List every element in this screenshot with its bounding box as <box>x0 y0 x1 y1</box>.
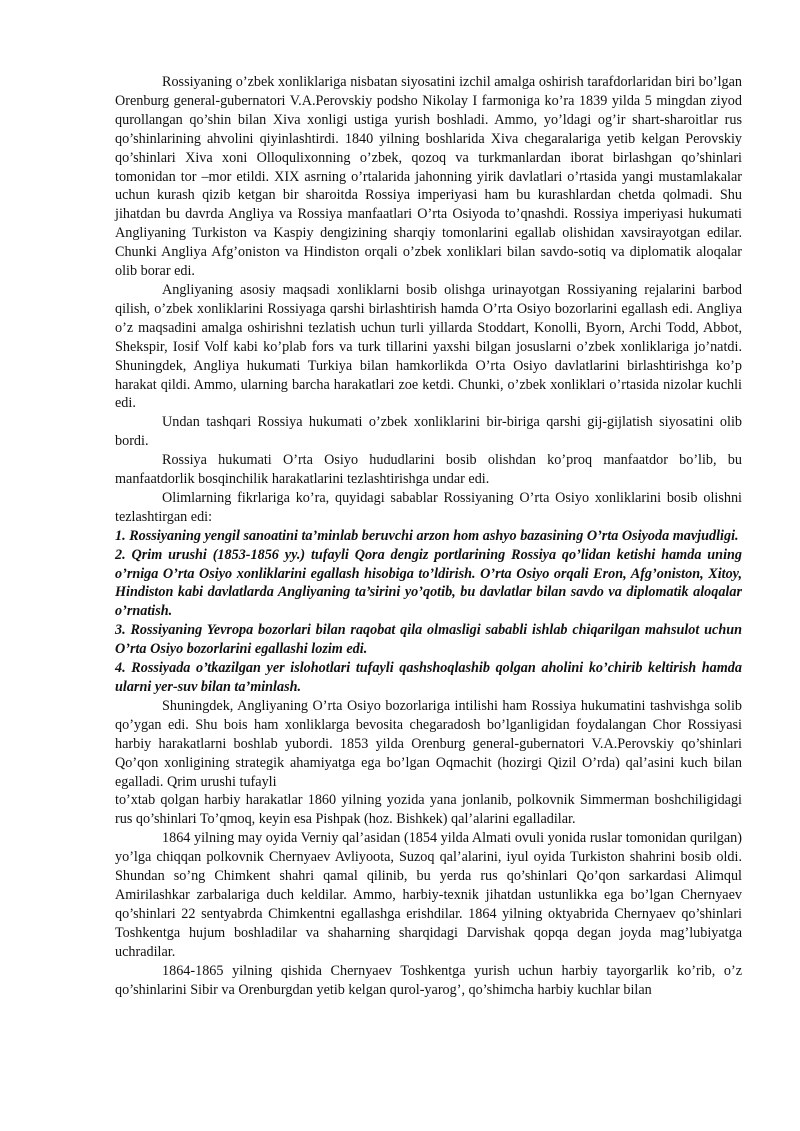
paragraph-military-start: Shuningdek, Angliyaning O’rta Osiyo bozorlariga intilishi ham Rossiya hukumatini tashvishga solib qo’ygan edi. Shu bois ham xonliklarga bevosita chegaradosh bo’lganligidan foydalangan Chor Rossiyasi harbiy harakatlarni boshlab yubordi. 1853 yilda Orenburg general-gubernatori V.A.Perovskiy qo’shinlari Qo’qon xonligining strategik ahamiyatga ega bo’lgan Oqmachit (hozirgi Qizil O’rda) qal’asini kuch bilan egalladi. Qrim urushi tufayli <box>115 697 742 790</box>
paragraph-chernyaev-1864: 1864 yilning may oyida Verniy qal’asidan (1854 yilda Almati ovuli yonida ruslar tomonidan qurilgan) yo’lga chiqqan polkovnik Chernyaev Avliyoota, Suzoq qal’alarini, iyul oyida Turkiston shahrini bosib oldi. Shundan so’ng Chimkent shahri qamal qilinib, bu yerda rus qo’shinlari Qo’qon sarkardasi Alimqul Amirilashkar zarbalariga duch keldilar. Ammo, harbiy-texnik jihatdan ustunlikka ega bo’lgan Chernyaev qo’shinlari 22 sentyabrda Chimkentni egallashga erishdilar. 1864 yilning oktyabrida Chernyaev qo’shinlari Toshkentga hujum boshladilar va shaharning sharqidagi Darvishak qopqa degan joyda mag’lubiyatga uchradilar. <box>115 830 742 960</box>
reason-item-3: 3. Rossiyaning Yevropa bozorlari bilan raqobat qila olmasligi sababli ishlab chiqarilgan mahsulot uchun O’rta Osiyo bozorlarini egallashi lozim edi. <box>115 622 742 658</box>
document-page <box>115 73 742 999</box>
paragraph-reasons-intro: Olimlarning fikrlariga ko’ra, quyidagi sabablar Rossiyaning O’rta Osiyo xonliklarini bosib olishni tezlashtirgan edi: <box>115 489 742 525</box>
reason-item-2: 2. Qrim urushi (1853-1856 yy.) tufayli Qora dengiz portlarining Rossiya qo’lidan ketishi hamda uning o’rniga O’rta Osiyo xonliklarini egallash hisobiga to’ldirish. O’rta Osiyo orqali Eron, Afg’oniston, Xitoy, Hindiston kabi davlatlarda Angliyaning ta’sirini yo’qotib, bu davlatlar bilan savdo va diplomatik aloqalar o’rnatish. <box>115 546 742 620</box>
paragraph-chernyaev-winter: 1864-1865 yilning qishida Chernyaev Toshkentga yurish uchun harbiy tayorgarlik ko’rib, o’z qo’shinlarini Sibir va Orenburgdan yetib kelgan qurol-yarog’, qo’shimcha harbiy kuchlar bilan <box>115 962 742 998</box>
paragraph-perovskiy-campaign: Rossiyaning o’zbek xonliklariga nisbatan siyosatini izchil amalga oshirish tarafdorlaridan biri bo’lgan Orenburg general-gubernatori V.A.Perovskiy podsho Nikolay I farmoniga ko’ra 1839 yilda 5 mingdan ziyod qurollangan qo’shin bilan Xiva xonligi ustiga yurish boshladi. Ammo, yo’ldagi og’ir shart-sharoitlar rus qo’shinlarining ahvolini qiyinlashtirdi. 1840 yilning boshlarida Xiva chegaralariga yetib kelgan Perovskiy qo’shinlari Xiva xoni Olloqulixonning o’zbek, qozoq va turkmanlardan iborat birlashgan qo’shinlari tomonidan tor –mor etildi. XIX asrning o’rtalarida jahonning yirik davlatlari o’rtasida yangi mustamlakalar uchun kurash qizib ketgan bir sharoitda Rossiya imperiyasi ham bu kurashlardan chetda qolmadi. Shu jihatdan bu davrda Angliya va Rossiya manfaatlari O’rta Osiyoda to’qnashdi. Rossiya imperiyasi hukumati Angliyaning Turkiston va Kaspiy dengizining sharqiy tomonlarini egallab olishidan xavsirayotgan edilar. Chunki Angliya Afg’oniston va Hindiston orqali o’zbek xonliklari bilan savdo-sotiq va diplomatik aloqalar olib borar edi. <box>115 74 742 280</box>
paragraph-russian-interest: Rossiya hukumati O’rta Osiyo hududlarini bosib olishdan ko’proq manfaatdor bo’lib, bu manfaatdorlik bosqinchilik harakatlarini tezlashtirishga undar edi. <box>115 452 742 488</box>
paragraph-england-goals: Angliyaning asosiy maqsadi xonliklarni bosib olishga urinayotgan Rossiyaning rejalarini barbod qilish, o’zbek xonliklarini Rossiyaga qarshi birlashtirish hamda O’rta Osiyo bozorlarini egallash edi. Angliya o’z maqsadini amalga oshirishni tezlatish uchun turli yillarda Stoddart, Konolli, Byorn, Archi Todd, Abbot, Shekspir, Iosif Volf kabi ko’plab fors va turk tillarini yaxshi bilgan josuslarni o’zbek xonliklariga jo’natdi. Shuningdek, Angliya hukumati Turkiya bilan hamkorlikda O’rta Osiyo davlatlarini birlashtirishga ko’p harakat qildi. Ammo, ularning barcha harakatlari zoe ketdi. Chunki, o’zbek xonliklari o’rtasida nizolar kuchli edi. <box>115 281 742 412</box>
reason-item-1: 1. Rossiyaning yengil sanoatini ta’minlab beruvchi arzon hom ashyo bazasining O’rta Osiyoda mavjudligi. <box>115 527 739 544</box>
paragraph-simmerman: to’xtab qolgan harbiy harakatlar 1860 yilning yozida yana jonlanib, polkovnik Simmerman boshchiligidagi rus qo’shinlari To’qmoq, keyin esa Pishpak (hoz. Bishkek) qal’alarini egalladilar. <box>115 792 742 828</box>
reason-item-4: 4. Rossiyada o’tkazilgan yer islohotlari tufayli qashshoqlashib qolgan aholini ko’chirib keltirish hamda ularni yer-suv bilan ta’minlash. <box>115 660 742 695</box>
paragraph-russian-policy: Undan tashqari Rossiya hukumati o’zbek xonliklarini bir-biriga qarshi gij-gijlatish siyosatini olib bordi. <box>115 414 742 450</box>
